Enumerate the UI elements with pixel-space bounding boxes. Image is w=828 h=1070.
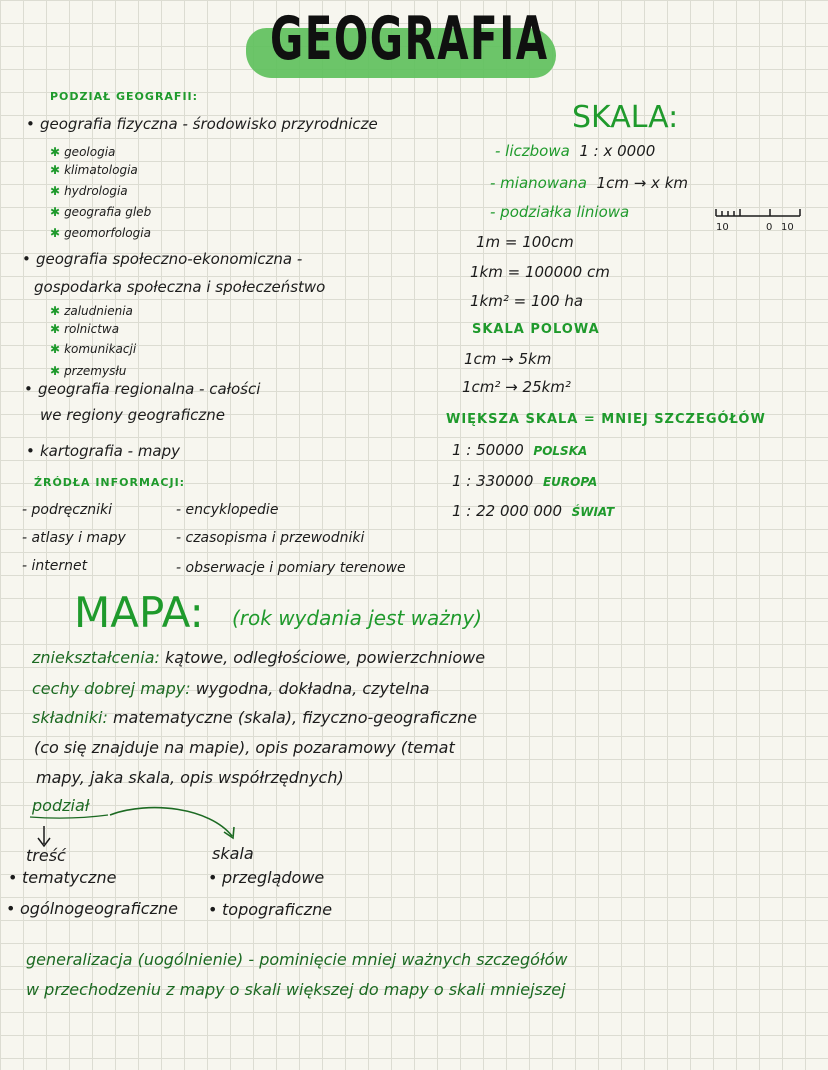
fizyczna-item: ✱ geologia <box>50 145 116 159</box>
skala-podzialka: - podziałka liniowa <box>490 203 630 221</box>
conversion-line: 1km = 100000 cm <box>470 263 610 281</box>
fizyczna-item: ✱ geografia gleb <box>50 205 152 219</box>
scale-example: 1 : 50000 POLSKA <box>452 441 588 459</box>
scale-bar-tick: 10 <box>781 222 794 233</box>
podzial-heading: PODZIAŁ GEOGRAFII: <box>50 90 199 103</box>
scale-example: 1 : 330000 EUROPA <box>452 472 598 490</box>
mapa-heading: MAPA: <box>74 588 204 637</box>
arrow-down-icon <box>38 826 50 846</box>
mapa-subtitle: (rok wydania jest ważny) <box>232 606 483 630</box>
wieksza-skala-note: WIĘKSZA SKALA = MNIEJ SZCZEGÓŁÓW <box>446 412 766 427</box>
tresc-item: • tematyczne <box>22 868 116 887</box>
skala-heading-small: skala <box>212 844 254 863</box>
skala-polowa-heading: SKALA POLOWA <box>472 322 600 337</box>
polowa-line: 1cm → 5km <box>464 350 552 368</box>
zrodla-item: - obserwacje i pomiary terenowe <box>176 560 406 576</box>
skala-heading: SKALA: <box>572 100 679 135</box>
spoleczna-item: ✱ komunikacji <box>50 342 137 356</box>
zrodla-item: - internet <box>22 558 88 574</box>
polowa-line: 1cm² → 25km² <box>462 378 571 396</box>
tresc-item: • ogólnogeograficzne <box>20 899 178 918</box>
spoleczna-line-2: gospodarka społeczna i społeczeństwo <box>34 278 326 296</box>
conversion-line: 1m = 100cm <box>476 233 574 251</box>
kartografia-line: • kartografia - mapy <box>40 442 180 460</box>
skladniki-line: składniki: matematyczne (skala), fizyczno-geograficzne <box>32 708 478 727</box>
asterisk-icon: ✱ <box>50 322 61 336</box>
spoleczna-item: ✱ rolnictwa <box>50 322 120 336</box>
tresc-heading: treść <box>26 846 66 865</box>
asterisk-icon: ✱ <box>50 342 61 356</box>
zrodla-item: - podręczniki <box>22 502 113 518</box>
skala-mianowana: - mianowana 1cm → x km <box>490 174 688 192</box>
generalizacja-line: generalizacja (uogólnienie) - pominięcie mniej ważnych szczegółów <box>26 950 568 969</box>
scale-example: 1 : 22 000 000 ŚWIAT <box>452 502 615 520</box>
page-title: GEOGRAFIA <box>270 4 549 74</box>
skala-item: • topograficzne <box>222 900 332 919</box>
fizyczna-item: ✱ klimatologia <box>50 163 138 177</box>
spoleczna-item: ✱ zaludnienia <box>50 304 133 318</box>
podzial-underline <box>30 815 108 818</box>
zrodla-item: - encyklopedie <box>176 502 279 518</box>
fizyczna-item: ✱ geomorfologia <box>50 226 151 240</box>
regionalna-line-2: we regiony geograficzne <box>40 406 226 424</box>
zrodla-item: - atlasy i mapy <box>22 530 126 546</box>
skladniki-line: (co się znajduje na mapie), opis pozaramowy (temat <box>34 738 455 757</box>
skala-item: • przeglądowe <box>222 868 324 887</box>
asterisk-icon: ✱ <box>50 304 61 318</box>
skala-liczbowa: - liczbowa 1 : x 0000 <box>495 142 656 160</box>
asterisk-icon: ✱ <box>50 205 61 219</box>
podzial-label: podział <box>32 796 90 815</box>
regionalna-line-1: • geografia regionalna - całości <box>38 380 260 398</box>
asterisk-icon: ✱ <box>50 364 61 378</box>
conversion-line: 1km² = 100 ha <box>470 292 584 310</box>
scale-bar-tick: 0 <box>766 222 773 233</box>
fizyczna-item: ✱ hydrologia <box>50 184 128 198</box>
skladniki-line: mapy, jaka skala, opis współrzędnych) <box>36 768 344 787</box>
znieksztalcenia-line: zniekształcenia: kątowe, odległościowe, powierzchniowe <box>32 648 486 667</box>
zrodla-heading: ŹRÓDŁA INFORMACJI: <box>34 476 186 489</box>
generalizacja-line: w przechodzeniu z mapy o skali większej do mapy o skali mniejszej <box>26 980 566 999</box>
scale-bar-tick: 10 <box>716 222 729 233</box>
arrow-right-icon <box>110 808 232 836</box>
asterisk-icon: ✱ <box>50 184 61 198</box>
scale-bar-icon <box>716 209 800 216</box>
fizyczna-line: • geografia fizyczna - środowisko przyrodnicze <box>40 115 378 133</box>
asterisk-icon: ✱ <box>50 226 61 240</box>
spoleczna-line-1: • geografia społeczno-ekonomiczna - <box>36 250 302 268</box>
zrodla-item: - czasopisma i przewodniki <box>176 530 365 546</box>
asterisk-icon: ✱ <box>50 163 61 177</box>
cechy-line: cechy dobrej mapy: wygodna, dokładna, czytelna <box>32 679 430 698</box>
asterisk-icon: ✱ <box>50 145 61 159</box>
spoleczna-item: ✱ przemysłu <box>50 364 127 378</box>
